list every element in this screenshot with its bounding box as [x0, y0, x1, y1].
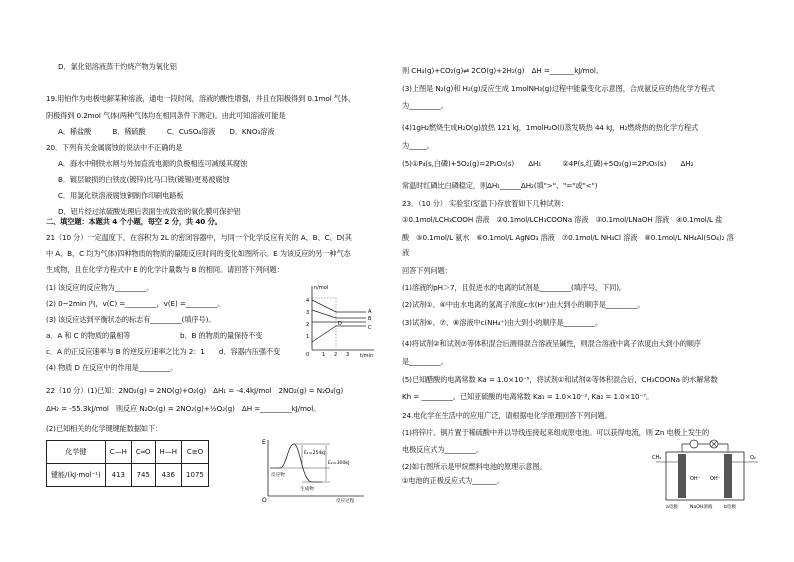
ch4-label: CH₄	[652, 455, 662, 461]
fuel-cell-diagram	[652, 436, 762, 512]
solution-label: NaOH溶液	[690, 505, 713, 510]
q23-part-5-1: (5)已知醋酸的电离常数 Ka = 1.0×10⁻⁵，将试剂①和试剂②等体积混合后，CH₃COONa 的水解常数	[402, 375, 718, 384]
y-axis-label: n/mol	[314, 285, 329, 291]
q20-option-a: A．海水中钢铁水闸与外加直流电源的负极相连可减缓其腐蚀	[58, 159, 248, 168]
q21-stem-2: 中 A、B、C 均为气体)四种物质的物质的量随反应时间的变化如图所示。E 为该反应的另一种气态	[46, 249, 351, 258]
q21-part-1: (1) 该反应的反应物为_________。	[46, 283, 154, 292]
q23-reagents-1: ①0.1mol/LCH₃COOH 溶液 ②0.1mol/LCH₃COONa 溶液 ③0.1mol/LNaOH 溶液 ④0.1mol/L 盐	[402, 215, 723, 224]
origin-label: 0	[306, 352, 310, 358]
table-cell: C═O	[131, 441, 155, 464]
q18-option-d: D．氯化铝溶液蒸干灼烧产物为氧化铝	[58, 62, 177, 71]
y-tick-label: 2	[306, 322, 310, 328]
q22-part-4-1: (4)1gH₂燃烧生成H₂O(g)放热 121 kJ，1molH₂O(l)蒸发吸热 44 kJ，H₂燃烧热的热化学方程式	[402, 123, 699, 132]
table-row	[47, 441, 209, 464]
q21-option-ab: a．A 和 C 的物质的量相等 b．B 的物质的量保持不变	[46, 331, 263, 340]
table-cell: C≡O	[182, 441, 209, 464]
q19-stem-2: 阴极得到 0.2mol 气体(两种气体均在相同条件下测定)。由此可知溶液可能是	[46, 111, 286, 120]
x-axis-label: 反应过程	[336, 499, 355, 504]
q22-part-2: (2)已知相关的化学键键能数据如下：	[46, 424, 163, 433]
q23-part-5-2: Kh = _________。已知亚硫酸的电离常数 Ka₁ = 1.0×10⁻², Ka₂ = 1.0×10⁻⁷。	[402, 392, 654, 401]
q21-stem-3: 生成物，且在化学方程式中 E 的化学计量数与 B 的相同。请回答下列问题：	[46, 265, 284, 274]
electrode-b-label: b电极	[724, 505, 737, 510]
q22-compare: 常温时红磷比白磷稳定，则ΔH₁______ΔH₂(填">"、"="或"<")	[402, 181, 598, 190]
table-cell: 化学键	[47, 441, 106, 464]
table-cell: 436	[155, 464, 182, 487]
y-tick-label: 4	[306, 298, 310, 304]
y-tick-label: 3	[306, 310, 310, 316]
series-label: D	[338, 321, 342, 327]
q23-part-4-1: (4)将试剂②和试剂⑦等体积混合后测得混合溶液呈碱性，则混合溶液中离子浓度由大到小的顺序	[402, 339, 701, 348]
electrode-b	[724, 454, 732, 498]
e2-label: E₂=300kJ	[328, 461, 350, 466]
series-label: C	[368, 325, 372, 331]
table-cell: 745	[131, 464, 155, 487]
table-cell: C—H	[105, 441, 131, 464]
q23-part-1: (1)溶液的pH＞7，且促进水的电离的试剂是_________(填序号，下同)。	[402, 283, 626, 292]
table-cell: 413	[105, 464, 131, 487]
x-tick-label: 1	[322, 352, 326, 358]
x-axis-label: t/min	[360, 353, 374, 358]
q21-part-4: (4) 物质 D 在反应中的作用是_________。	[46, 363, 178, 372]
o2-label: O₂	[750, 455, 756, 461]
y-axis-label: E	[262, 439, 266, 446]
q22-part-3-1: (3)上图是 N₂(g)和 H₂(g)反应生成 1molNH₃(g)过程中能量变化示意图，合成氨反应的热化学方程式	[402, 84, 715, 93]
q23-part-3: (3)试剂⑤、⑦、⑧溶液中c(NH₄⁺)由大到小的顺序是_________。	[402, 318, 603, 327]
ion-label: OH⁻	[710, 476, 721, 482]
q22-part-5: (5)①P₄(s,白磷)+5O₂(g)=2P₂O₅(s) ΔH₁ ②4P(s,红磷)+5O₂(g)=2P₂O₅(s) ΔH₂	[402, 159, 694, 168]
series-label: A	[368, 309, 372, 315]
q22-part-3-2: 为_________。	[402, 101, 448, 110]
q19-options: A．稀盐酸 B．稀硫酸 C．CuSO₄溶液 D．KNO₃溶液	[58, 127, 275, 136]
q24-part-2-1: ①电池的正极反应式为_______。	[402, 476, 504, 485]
amount-time-graph	[296, 282, 376, 358]
q19-stem-1: 19.用铂作为电极电解某种溶液，通电一段时间，溶液的酸性增强，并且在阳极得到 0.1mol 气体，	[46, 94, 356, 103]
series-label: B	[368, 316, 372, 322]
ion-label: OH⁻	[690, 476, 701, 482]
q23-answer-heading: 回答下列问题：	[402, 266, 452, 275]
q20-option-c: C．用氯化铁溶液腐蚀铜制作印刷电路板	[58, 191, 184, 200]
y-tick-label: 1	[306, 334, 310, 340]
x-tick-label: 3	[346, 352, 350, 358]
table-cell: H—H	[155, 441, 182, 464]
q20-option-d: D．铝片经过浓硫酸处理后表面生成致密的氧化膜可保护铝	[58, 207, 241, 216]
q23-part-4-2: 是_________。	[402, 357, 448, 366]
q24-stem: 24.电化学在生活中的应用广泛，请根据电化学原理回答下列问题。	[402, 411, 612, 420]
product-label: 生成物	[300, 487, 314, 492]
q22-part-4-2: 为_____。	[402, 141, 434, 150]
q24-part-1-2: 电极反应式为_________。	[402, 445, 484, 454]
x-tick-label: 2	[334, 352, 338, 358]
q24-part-2: (2)如右图所示是甲烷燃料电池的原理示意图。	[402, 462, 547, 471]
origin-label: O	[262, 497, 267, 504]
q22-stem-2: ΔH₂ = -55.3kJ/mol 则反应 N₂O₅(g) = 2NO₂(g)+½O₂(g) ΔH =_________kJ/mol。	[46, 404, 321, 413]
series-c-line	[312, 326, 366, 342]
q21-option-cd: c．A 的正反应速率与 B 的逆反应速率之比为 2：1 d．容器内压强不变	[46, 347, 281, 356]
ammeter-icon	[690, 440, 698, 448]
section-heading: 二、填空题：本题共 4 个小题，每空 2 分，共 40 分。	[46, 217, 222, 226]
q20-option-b: B．镀层破损的白铁皮(镀锌)比马口铁(镀锡)更易被腐蚀	[58, 175, 230, 184]
q23-part-2: (2)试剂①、④中由水电离的氢离子浓度c水(H⁺)由大到小的顺序是_________。	[402, 300, 645, 309]
q23-reagents-3: 液	[402, 248, 410, 257]
q20-stem: 20．下列有关金属腐蚀的说法中不正确的是	[46, 143, 183, 152]
q23-stem: 23．（10 分） 实验室(室温下)存放着如下几种试剂：	[402, 199, 568, 208]
q21-part-3: (3) 该反应达到平衡状态的标志有_________(填序号)。	[46, 315, 216, 324]
cell-container	[666, 452, 744, 500]
table-row	[47, 464, 209, 487]
q21-stem-1: 21（10 分）一定温度下，在容积为 2L 的密闭容器中，与同一个化学反应有关的 A、B、C、D(其	[46, 233, 352, 242]
electrode-a-label: a电极	[666, 505, 679, 510]
q22-result: 则 CH₄(g)+CO₂(g)⇌ 2CO(g)+2H₂(g) ΔH =_______kJ/mol。	[402, 66, 603, 75]
series-a-line	[312, 300, 366, 312]
q24-part-1-1: (1)将锌片、铜片置于稀硫酸中并以导线连接起来组成原电池。可以获得电流，则 Zn 电极上发生的	[402, 428, 710, 437]
q22-stem-1: 22（10 分）(1)已知：2NO₂(g) = 2NO(g)+O₂(g) ΔH₁ = -4.4kJ/mol 2NO₂(g) = N₂O₄(g)	[46, 386, 344, 395]
energy-diagram	[256, 436, 368, 504]
q23-reagents-2: 酸 ⑤0.1mol/L 氨水 ⑥0.1mol/L AgNO₃ 溶液 ⑦0.1mol/L NH₄Cl 溶液 ⑧0.1mol/L NH₄Al(SO₄)₂ 溶	[402, 233, 734, 242]
series-b-line	[312, 310, 366, 318]
e1-label: E₁=254kJ	[304, 451, 326, 456]
table-cell: 1075	[182, 464, 209, 487]
table-cell: 键能/(kJ·mol⁻¹)	[47, 464, 106, 487]
electrode-a	[678, 454, 686, 498]
reactant-label: 反应物	[271, 473, 285, 478]
bond-energy-table	[46, 440, 209, 487]
q21-part-2: (2) 0~2min 内，v(C) =_________，v(E) =_________。	[46, 299, 225, 308]
